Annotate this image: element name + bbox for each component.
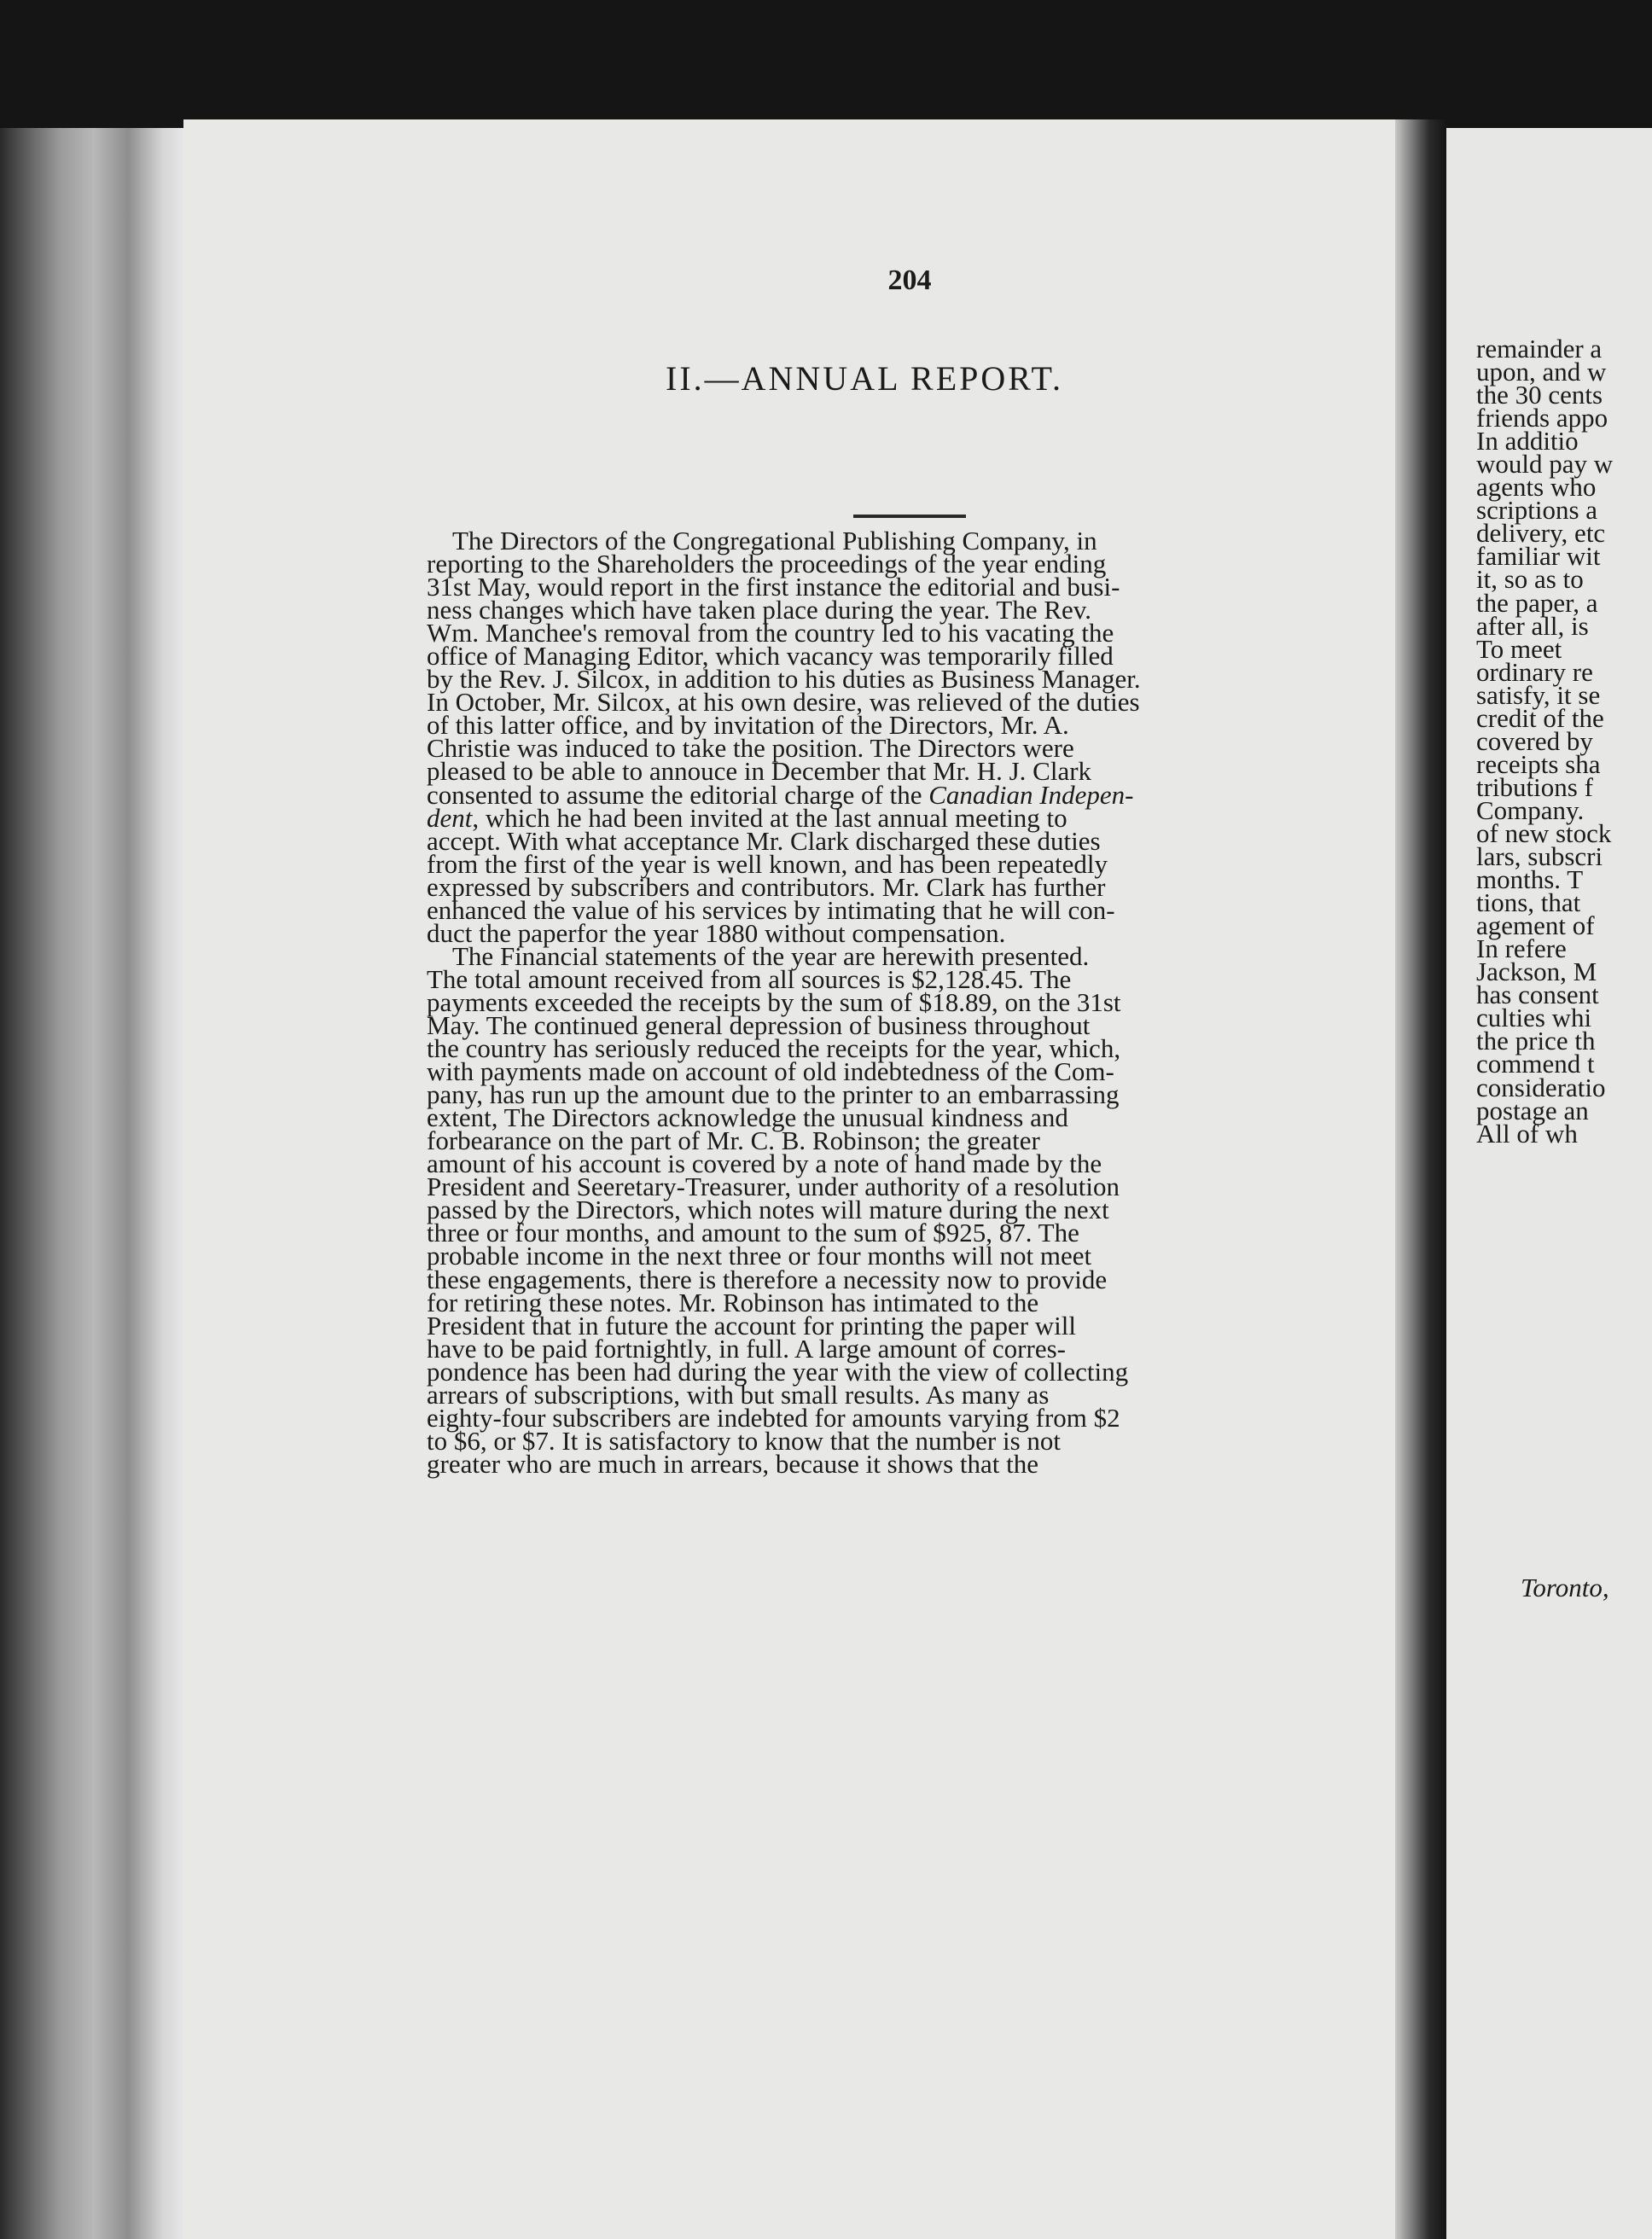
- facing-page-line: ordinary re: [1476, 656, 1593, 687]
- body-line: forbearance on the part of Mr. C. B. Robinson; the greater: [427, 1125, 1040, 1156]
- body-line: pleased to be able to annouce in December that Mr. H. J. Clark: [427, 756, 1092, 787]
- facing-page-line: would pay w: [1476, 449, 1614, 480]
- body-line: of this latter office, and by invitation of the Directors, Mr. A.: [427, 710, 1069, 741]
- page-gutter: [1395, 119, 1446, 2239]
- facing-page-line: tributions f: [1476, 771, 1593, 802]
- facing-page-line: delivery, etc: [1476, 518, 1606, 549]
- facing-page-line: agents who: [1476, 472, 1597, 503]
- body-line: May. The continued general depression of business throughout: [427, 1009, 1091, 1040]
- body-line: Christie was induced to take the position. The Directors were: [427, 733, 1074, 764]
- facing-page-line: it, so as to: [1476, 564, 1584, 595]
- body-line: three or four months, and amount to the sum of $925, 87. The: [427, 1218, 1079, 1248]
- body-line: passed by the Directors, which notes will mature during the next: [427, 1195, 1109, 1225]
- facing-page-line: culties whi: [1476, 1003, 1592, 1033]
- facing-page-line: All of wh: [1476, 1118, 1578, 1145]
- facing-page-line: the price th: [1476, 1026, 1596, 1056]
- body-line: The total amount received from all sources is $2,128.45. The: [427, 963, 1072, 994]
- body-line: extent, The Directors acknowledge the unusual kindness and: [427, 1102, 1068, 1133]
- body-line: with payments made on account of old indebtedness of the Com-: [427, 1056, 1114, 1087]
- report-body: [427, 526, 1400, 1479]
- section-title: II.—ANNUAL REPORT.: [666, 359, 1064, 398]
- body-line: Wm. Manchee's removal from the country led to his vacating the: [427, 618, 1114, 648]
- italic-journal-title: Canadian Indepen-: [928, 779, 1134, 810]
- body-line: to $6, or $7. It is satisfactory to know that the number is not: [427, 1425, 1062, 1456]
- body-line: accept. With what acceptance Mr. Clark discharged these duties: [427, 825, 1101, 856]
- facing-page-line: credit of the: [1476, 702, 1604, 733]
- body-line: these engagements, there is therefore a necessity now to provide: [427, 1264, 1108, 1294]
- body-line: by the Rev. J. Silcox, in addition to his duties as Business Manager.: [427, 664, 1141, 695]
- body-line: for retiring these notes. Mr. Robinson has intimated to the: [427, 1287, 1039, 1317]
- body-line: The Directors of the Congregational Publishing Company, in: [452, 526, 1097, 555]
- facing-page-line: To meet: [1476, 633, 1562, 664]
- facing-page-line: familiar wit: [1476, 541, 1601, 572]
- facing-page-line: lars, subscri: [1476, 841, 1603, 872]
- facing-page-line: commend t: [1476, 1049, 1595, 1079]
- body-line: amount of his account is covered by a note of hand made by the: [427, 1149, 1102, 1179]
- facing-page-line: of new stock: [1476, 817, 1612, 848]
- body-line: the country has seriously reduced the receipts for the year, which,: [427, 1033, 1121, 1064]
- facing-page-line: the paper, a: [1476, 587, 1598, 618]
- body-line: The Financial statements of the year are herewith presented.: [452, 940, 1090, 971]
- body-line: eighty-four subscribers are indebted for amounts varying from $2: [427, 1402, 1120, 1433]
- facing-page-line: In refere: [1476, 933, 1567, 964]
- facing-page-line: In additio: [1476, 426, 1579, 457]
- facing-page-line: Company.: [1476, 794, 1585, 825]
- page-number: 204: [887, 265, 932, 296]
- facing-page-line: postage an: [1476, 1095, 1589, 1125]
- facing-page-line: remainder a: [1476, 337, 1603, 363]
- body-line: payments exceeded the receipts by the sum of $18.89, on the 31st: [427, 986, 1121, 1017]
- body-line: office of Managing Editor, which vacancy was temporarily filled: [427, 641, 1114, 672]
- facing-page-line: Jackson, M: [1476, 957, 1597, 987]
- body-line: consented to assume the editorial charge of the Canadian Indepen-: [427, 779, 1134, 810]
- facing-page-line: tions, that: [1476, 887, 1581, 918]
- body-line: duct the paperfor the year 1880 without compensation.: [427, 917, 1006, 948]
- title-rule: [853, 515, 966, 518]
- body-line: pany, has run up the amount due to the printer to an embarrassing: [427, 1079, 1120, 1110]
- body-line: greater who are much in arrears, because it shows that the: [427, 1448, 1039, 1479]
- facing-page-line: satisfy, it se: [1476, 679, 1601, 710]
- body-line: ness changes which have taken place during the year. The Rev.: [427, 595, 1092, 625]
- body-line: expressed by subscribers and contributors. Mr. Clark has further: [427, 871, 1106, 902]
- facing-page-line: upon, and w: [1476, 357, 1607, 387]
- body-line: arrears of subscriptions, with but small results. As many as: [427, 1379, 1050, 1410]
- facing-page-line: months. T: [1476, 864, 1584, 895]
- book-binding-edge: [0, 128, 183, 2239]
- facing-page-line: covered by: [1476, 725, 1593, 756]
- facing-page-line: scriptions a: [1476, 495, 1598, 526]
- body-line: from the first of the year is well known, and has been repeatedly: [427, 848, 1108, 879]
- facing-page-line: the 30 cents: [1476, 380, 1603, 410]
- facing-page-line: friends appo: [1476, 403, 1608, 433]
- body-line: enhanced the value of his services by intimating that he will con-: [427, 894, 1115, 925]
- facing-page-line: has consent: [1476, 980, 1599, 1010]
- body-line: probable income in the next three or four months will not meet: [427, 1241, 1092, 1271]
- facing-page-line: after all, is: [1476, 610, 1589, 641]
- body-line: reporting to the Shareholders the proceedings of the year ending: [427, 549, 1107, 579]
- body-line: pondence has been had during the year with the view of collecting: [427, 1356, 1129, 1387]
- facing-page-line: receipts sha: [1476, 748, 1601, 779]
- body-line: President and Seeretary-Treasurer, under authority of a resolution: [427, 1172, 1120, 1202]
- body-line: 31st May, would report in the first instance the editorial and busi-: [427, 572, 1120, 602]
- body-line: have to be paid fortnightly, in full. A large amount of corres-: [427, 1333, 1066, 1364]
- body-line: President that in future the account for printing the paper will: [427, 1310, 1076, 1340]
- facing-page-line: agement of: [1476, 910, 1595, 941]
- facing-page-text: [1476, 337, 1652, 1145]
- body-line: dent, which he had been invited at the last annual meeting to: [427, 802, 1067, 833]
- italic-journal-title: dent: [427, 802, 473, 833]
- facing-page-signoff: Toronto,: [1521, 1573, 1609, 1602]
- body-line: In October, Mr. Silcox, at his own desire, was relieved of the duties: [427, 687, 1140, 718]
- facing-page-line: consideratio: [1476, 1072, 1606, 1102]
